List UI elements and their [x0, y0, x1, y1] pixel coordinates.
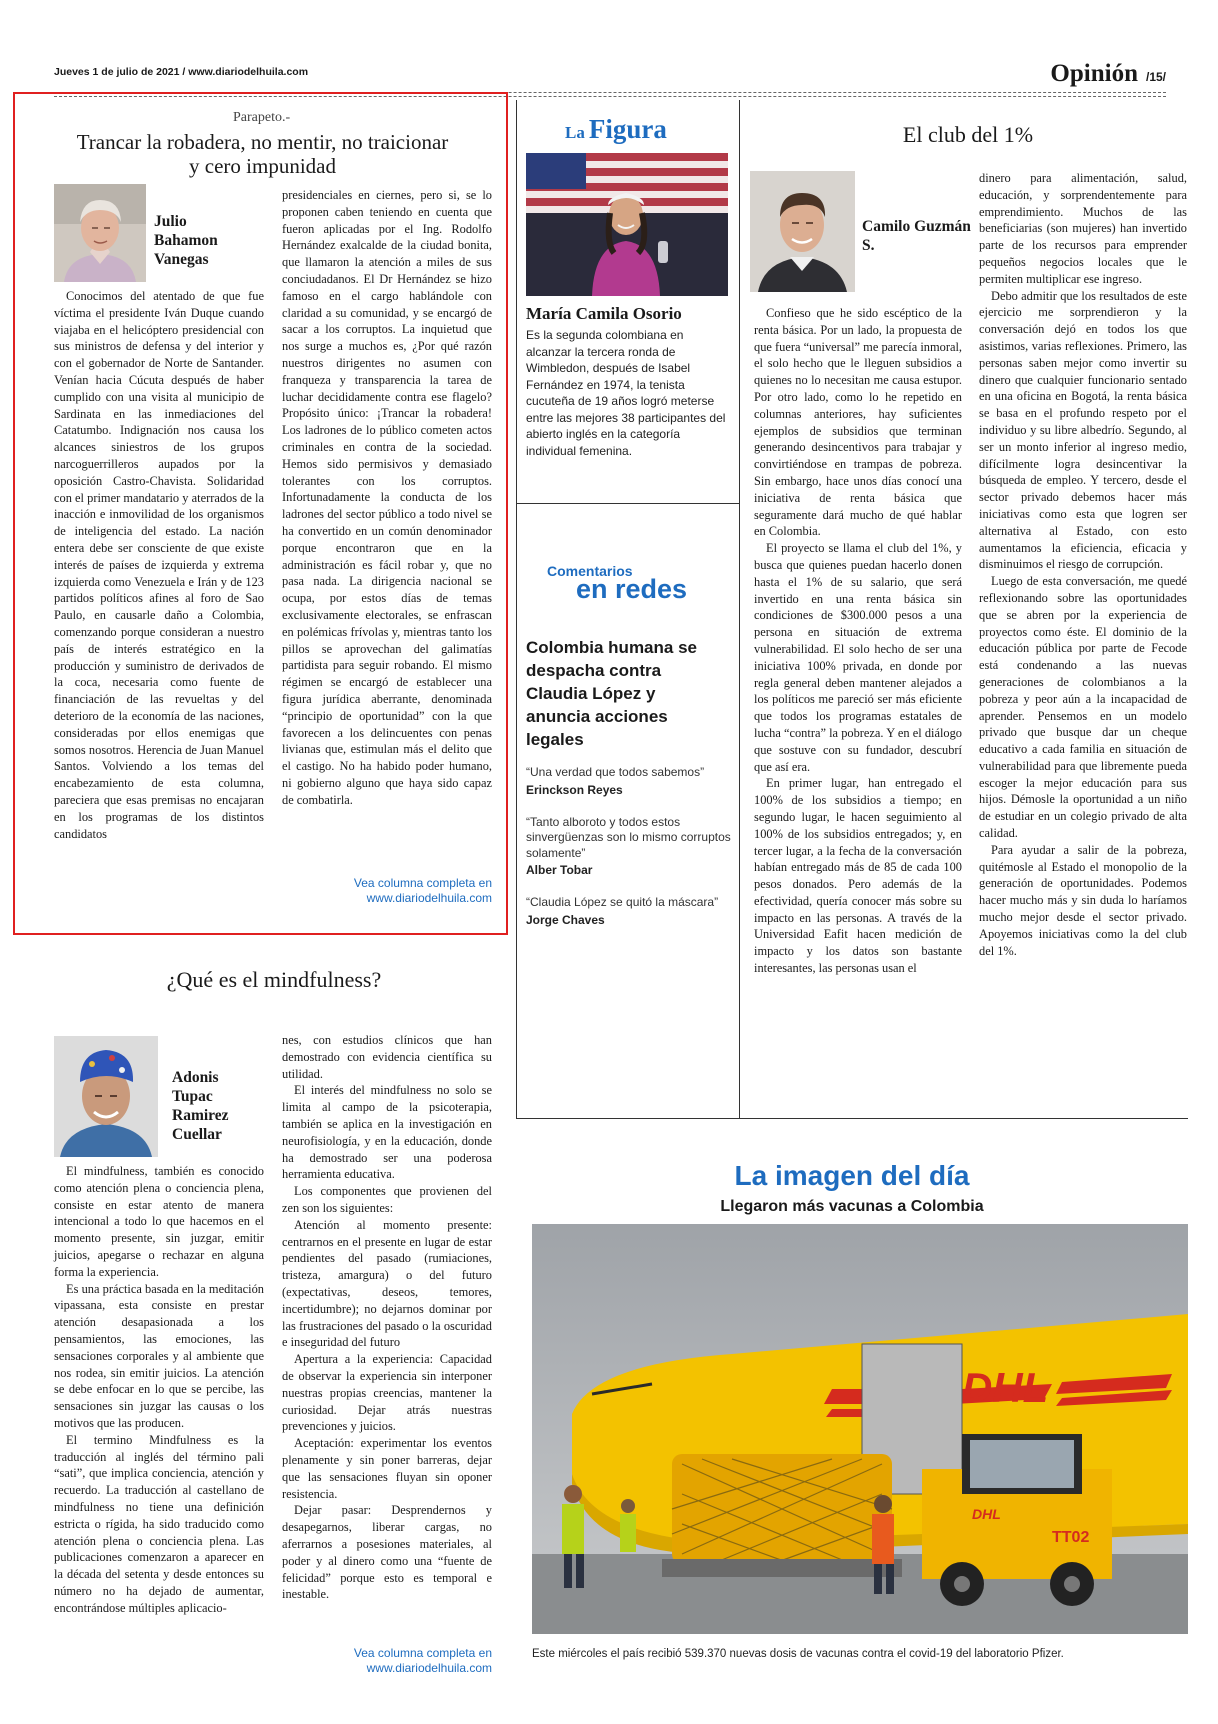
article3-col2-p7: Dejar pasar: Desprendernos y desapegarnos, liberar cargas, no aferrarnos a posesiones materiales, al poder y al dinero como una “fuente de felicidad” porque esto es temporal e inestable.	[282, 1503, 492, 1602]
imagen-caption: Este miércoles el país recibió 539.370 nuevas dosis de vacunas contra el covid-19 del laboratorio Pfizer.	[532, 1648, 1064, 1660]
divider-mid	[739, 100, 740, 1118]
article3-more-link[interactable]	[282, 1646, 492, 1676]
article3-col2	[282, 1032, 492, 1603]
article2-col1	[754, 305, 962, 977]
article3-col1-p1: El mindfulness, también es conocido como atención plena o conciencia plena, consiste en estar atento de manera intencional a todo lo que hacemos en el momento presente, sin juzgar, emitir juicios, apegarse o rechazar en alguna forma la experiencia.	[54, 1164, 264, 1279]
divider-left	[516, 100, 517, 1118]
comment-quote: “Claudia López se quitó la máscara”	[526, 895, 719, 909]
imagen-photo	[532, 1224, 1188, 1634]
article1-kicker: Parapeto.-	[233, 110, 291, 125]
comentarios-headline: Colombia humana se despacha contra Claudia López y anuncia acciones legales	[526, 638, 697, 749]
article1-col1-p1: Conocimos del atentado de que fue víctima el presidente Iván Duque cuando viajaba en el helicóptero presidencial con sus ministros de defensa y del interior y con el gobernador de Norte de Santander. Venían hacia Cúcuta después de haber cumplido con una visita al municipio de Sardinata en las inmediaciones del Catatumbo. Indignación nos causa los alcances siniestros de los grupos narcoguerrilleros aupados por la oposición Castro-Chavista. Solidaridad con el primer mandatario y aterrados de la inacción e inmovilidad de los organismos de inteligencia del estado. La nación entera debe ser consciente de que existe interés de países de izquierda y extrema izquierda como Venezuela e Irán y de 123 partidos políticos afines al foro de Sao Paulo, en causarle daño a Colombia, comenzando porque consideran a nuestro país de interés estratégico en la producción y suministro de derivados de la coca, necesaria como fuente de financiación de las revueltas y del deterioro de la economía de las naciones, consideradas por ellos enemigas que somos nosotros. Herencia de Juan Manuel Santos. Volviendo a los temas del encabezamiento de esta columna, pareciera que esas premisas no encajaran en los programas de los distintos candidatos	[54, 289, 264, 841]
imagen-subtitle: Llegaron más vacunas a Colombia	[720, 1198, 984, 1215]
article2-col2-p1: dinero para alimentación, salud, educación, y sorprendentemente para emprendimiento. Muchos de las beneficiarias (son mujeres) han invertido parte de los recursos para emprender pequeños negocios locales que le permiten multiplicar ese ingreso.	[979, 171, 1187, 286]
comentarios-label-big: en redes	[576, 574, 688, 604]
masthead-site[interactable]: www.diariodelhuila.com	[188, 66, 309, 78]
masthead-dateline: Jueves 1 de julio de 2021 / www.diariodelhuila.com	[54, 66, 309, 78]
figura-label-small: La	[565, 123, 585, 142]
comment-quote: “Tanto alboroto y todos estos sinvergüenzas son lo mismo corruptos solamente”	[526, 814, 731, 860]
article2-col2-p3: Luego de esta conversación, me quedé reflexionando sobre las oportunidades que se abren por la experiencia de proyectos como éste. El dominio de la educación pública por parte de Fecode está condenando a las nuevas generaciones de colombianos a la pobreza y peor aún a la incapacidad de aprender. Pensemos en un modelo privado que busque dar un cheque educativo a cada familia en situación de vulnerabilidad para que libremente pueda escoger la mejor educación para sus hijos. Démosle la oportunidad a un niño de estudiar en un colegio privado de alta calidad.	[979, 574, 1187, 841]
figura-label	[565, 114, 667, 145]
article3-author: Adonis Tupac Ramirez Cuellar	[172, 1069, 229, 1143]
article2-col1-p2: El proyecto se llama el club del 1%, y busca que quienes puedan hacerlo donen hasta el 1% de su salario, que será invertido en una renta básica sin condiciones de $300.000 pesos a una persona en situación de extrema vulnerabilidad. El solo hecho de ser una iniciativa 100% privada, en donde por regla general deben mantener alejados a los políticos me pareció ser más eficiente que todos los programas estatales de lucha “contra” la pobreza. Y en el diálogo que sostuve con su fundador, descubrí que así era.	[754, 541, 962, 774]
article3-col2-p3: Los componentes que provienen del zen son los siguientes:	[282, 1184, 492, 1215]
comment-item	[526, 895, 731, 927]
article3-col1	[54, 1163, 264, 1617]
article3-col2-p1: nes, con estudios clínicos que han demostrado con evidencia científica su utilidad.	[282, 1033, 492, 1081]
comment-item	[526, 765, 731, 797]
article2-author: Camilo Guzmán S.	[862, 218, 971, 254]
article1-more-label: Vea columna completa en	[353, 876, 492, 890]
article3-more-url[interactable]: www.diariodelhuila.com	[366, 1661, 492, 1675]
imagen-title: La imagen del día	[734, 1160, 970, 1191]
article2-col2	[979, 170, 1187, 959]
article3-col2-p6: Aceptación: experimentar los eventos plenamente y sin poner barreras, dejar que las sensaciones fluyan sin oponer resistencia.	[282, 1436, 492, 1501]
article1-more-link[interactable]	[282, 876, 492, 906]
comment-item	[526, 815, 731, 878]
article1-col2	[282, 187, 492, 808]
page-number: /15/	[1145, 70, 1166, 84]
article1-col2-p1: presidenciales en ciernes, pero si, se lo proponen caben teniendo en cuenta que fueron aplicadas por el Ing. Rodolfo Hernández exalcalde de la ciudad bonita, que llamaron la atención a miles de sus conciudadanos. El Dr Hernández se hizo famoso en el cargo hablándole con claridad a su comunidad, y se encargó de sacar a los corruptos. La inquietud que nos surge a muchos es, ¿Por qué razón nuestros dirigentes no asumen con franqueza y transparencia la tarea de luchar decididamente contra ese flagelo? Propósito único: ¡Trancar la robadera! Los ladrones de lo público cometen actos criminales en contra de la sociedad. Hemos sido permisivos y demasiado tolerantes con los corruptos. Infortunadamente la conducta de los ladrones del sector público a todo nivel se ha convertido en un común denominador porque encontraron que en la administración es fácil robar y, que no pasa nada. La dirigencia nacional se ocupa, por estos días de temas exclusivamente electorales, se enfrascan en polémicas frívolas y, mientras tanto los pillos se aprovechan del galimatías partidista para seguir robando. El mismo régimen se encargó de establecer una figura jurídica aberrante, denominada “principio de oportunidad” con la que favorecen a los delincuentes con penas livianas que, estimulan más el delito que el castigo. No ha habido poder humano, ni gobierno alguno que haya sido capaz de combatirla.	[282, 188, 492, 807]
image-section-rule	[516, 1118, 1188, 1119]
article1-headline: Trancar la robadera, no mentir, no traicionar y cero impunidad	[76, 130, 449, 178]
comment-quote: “Una verdad que todos sabemos”	[526, 765, 705, 779]
article2-headline: El club del 1%	[902, 122, 1034, 147]
author-photo-julio	[54, 184, 146, 282]
comment-author: Erinckson Reyes	[526, 782, 623, 797]
article1-more-url[interactable]: www.diariodelhuila.com	[366, 891, 492, 905]
masthead-date: Jueves 1 de julio de 2021	[54, 66, 180, 78]
article3-col2-p2: El interés del mindfulness no solo se limita al campo de la psicoterapia, también se aplica en la investigación en neurofisiología, y en la educación, donde ha demostrado ser una poderosa herramienta educativa.	[282, 1083, 492, 1182]
article2-col1-p3: En primer lugar, han entregado el 100% de los subsidios a tiempo; en segundo lugar, le hacen seguimiento al 100% de los subsidios entregados; y, en tercer lugar, a la fecha de la conversación habían entregado más de 85 de cada 100 pesos donados. Pero además de la efectividad, quería conocer más sobre su impacto en las personas. A través de la Universidad Eafit hacen medición de impacto y los datos son bastante interesantes, las personas usan el	[754, 776, 962, 976]
author-photo-camilo	[750, 171, 855, 292]
figura-text: Es la segunda colombiana en alcanzar la tercera ronda de Wimbledon, después de Isabel Fernández en 1974, la tenista cucuteña de 19 años logró meterse entre las mejores 38 participantes del abierto inglés en la categoría individual femenina.	[526, 328, 726, 458]
article3-col1-p2: Es una práctica basada en la meditación vipassana, esta consiste en prestar atención desapasionada a los pensamientos, las emociones, las sensaciones corporales y al ambiente que nos rodea, sin emitir juicios. La atención se debe enfocar en lo que se percibe, las sensaciones sin juzgar las causas o los motivos que las producen.	[54, 1281, 264, 1430]
figura-photo	[526, 153, 728, 296]
comentarios-label-small: Comentarios	[547, 563, 633, 579]
article3-col1-p3: El termino Mindfulness es la traducción al inglés del término pali “sati”, que implica conciencia, atención y recuerdo. La traducción al castellano de mindfulness no tiene una definición estricta o rígida, ha sido traducido como atención plena o conciencia plena. Las publicaciones comenzaron a aparecer en la década del setenta y desde entonces su número no ha dejado de aumentar, encontrándose múltiples aplicacio-	[54, 1432, 264, 1615]
article3-more-label: Vea columna completa en	[353, 1646, 492, 1660]
comment-author: Alber Tobar	[526, 863, 593, 877]
plane-logo: DHL	[962, 1364, 1049, 1411]
masthead-section	[1050, 60, 1166, 88]
article3-col2-p5: Apertura a la experiencia: Capacidad de observar la experiencia sin interponer nuestras propias creencias, mantener la curiosidad. Dejar atrás nuestras prevenciones y juicios.	[282, 1352, 492, 1434]
truck-logo: DHL	[972, 1506, 1001, 1522]
article1-author: Julio Bahamon Vanegas	[154, 213, 218, 268]
comentarios-list	[526, 765, 731, 927]
section-title: Opinión	[1050, 60, 1138, 87]
figura-label-big: Figura	[588, 114, 667, 144]
article1-col1	[54, 288, 264, 842]
article3-headline: ¿Qué es el mindfulness?	[166, 967, 382, 992]
article3-col2-p4: Atención al momento presente: centrarnos en el presente en lugar de estar pendientes del pasado (rumiaciones, tristeza, amargura) o del futuro (expectativas, deseos, temores, incertidumbre); no dejarnos dominar por las frustraciones del pasado o la oscuridad e inseguridad del futuro	[282, 1217, 492, 1350]
figura-rule	[516, 503, 739, 504]
article2-col1-p1: Confieso que he sido escéptico de la renta básica. Por un lado, la propuesta de que fuera “universal” me parecía inmoral, el solo hecho que le lleguen subsidios a quienes no lo necesitan me causa estupor. Por otro lado, como lo he repetido en columnas anteriores, hay suficientes ejemplos de subsidios que terminan generando desincentivos para trabajar y convirtiéndose en trampas de pobreza. Sin embargo, hace unos días conocí una iniciativa de renta básica que seguramente dará mucho de qué hablar en Colombia.	[754, 306, 962, 539]
comment-author: Jorge Chaves	[526, 912, 605, 927]
figura-name: María Camila Osorio	[526, 304, 682, 323]
article2-col2-p4: Para ayudar a salir de la pobreza, quitémosle al Estado el monopolio de la generación de oportunidades. Podemos hacer mucho más y sin duda lo haríamos mucho mejor desde el sector privado. Apoyemos iniciativas como la del club del 1%.	[979, 842, 1187, 958]
author-photo-adonis	[54, 1036, 158, 1157]
article2-col2-p2: Debo admitir que los resultados de este ejercicio me sorprendieron y la conversación dejó en todos los que asistimos, varias reflexiones. Primero, las personas saben mejor como invertir su dinero que cualquier funcionario sentado en una oficina en Bogotá, la renta básica se basa en el profundo respeto por el individuo y su libre albedrío. Segundo, al ser un monto inferior al ingreso medio, difícilmente logra desincentivar la búsqueda de empleo. Y tercero, desde el sector privado debemos hacer más iniciativas como esta que logren ser alternativa al Estado, con esto aumentamos la eficiencia, eficacia y disminuimos el riesgo de corrupción.	[979, 288, 1187, 572]
truck-id: TT02	[1052, 1529, 1090, 1546]
